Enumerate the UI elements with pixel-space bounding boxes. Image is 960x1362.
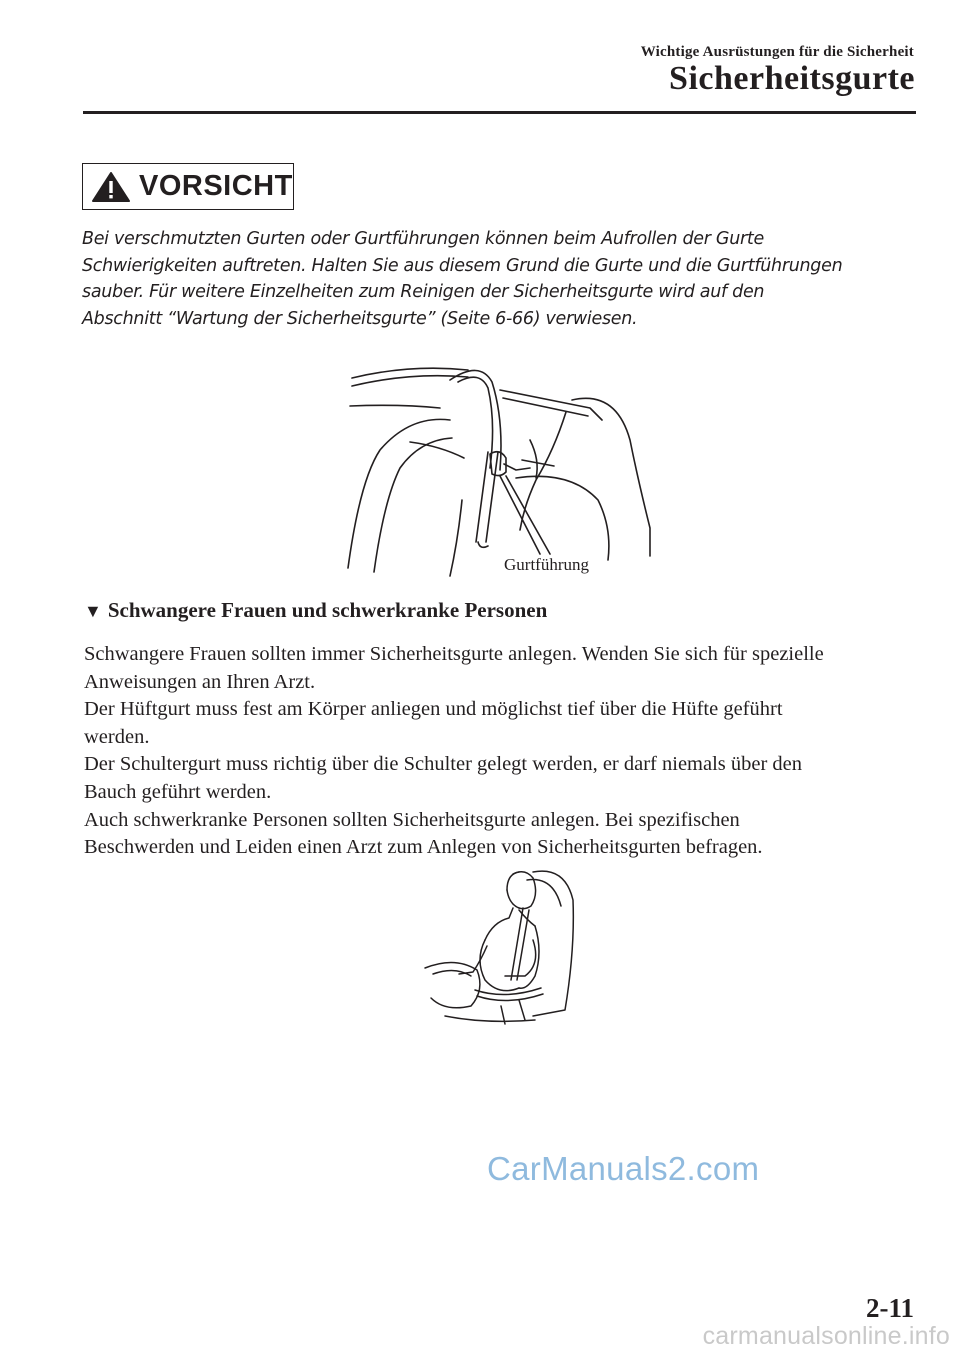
- caution-line: Schwierigkeiten auftreten. Halten Sie aus diesem Grund die Gurte und die Gurtführungen: [82, 255, 843, 276]
- caution-box: [82, 163, 294, 210]
- subsection-heading: [84, 598, 547, 623]
- subsection-body: [84, 641, 904, 862]
- caution-line: sauber. Für weitere Einzelheiten zum Reinigen der Sicherheitsgurte wird auf den: [82, 282, 765, 303]
- body-line: Der Hüftgurt muss fest am Körper anliegen und möglichst tief über die Hüfte geführt: [84, 698, 783, 721]
- section-title: Sicherheitsgurte: [669, 60, 915, 97]
- body-line: Schwangere Frauen sollten immer Sicherheitsgurte anlegen. Wenden Sie sich für spezielle: [84, 643, 824, 665]
- belt-guide-label: Gurtführung: [504, 555, 589, 574]
- caution-line: Abschnitt “Wartung der Sicherheitsgurte” (Seite 6-66) verwiesen.: [82, 309, 638, 330]
- body-line: Beschwerden und Leiden einen Arzt zum Anlegen von Sicherheitsgurten befragen.: [84, 836, 763, 859]
- body-line: werden.: [84, 725, 150, 748]
- body-line: Anweisungen an Ihren Arzt.: [84, 670, 316, 693]
- page-number: 2-11: [865, 1293, 914, 1323]
- seatbelt-guide-illustration: [340, 360, 670, 582]
- body-line: Der Schultergurt muss richtig über die Schulter gelegt werden, er darf niemals über den: [84, 753, 803, 776]
- caution-line: Bei verschmutzten Gurten oder Gurtführungen können beim Aufrollen der Gurte: [82, 229, 764, 249]
- warning-triangle-icon: [91, 171, 131, 203]
- watermark-logo: CarManuals2.com: [487, 1150, 760, 1187]
- subsection-title: Schwangere Frauen und schwerkranke Personen: [107, 598, 548, 622]
- footer-watermark: carmanualsonline.info: [702, 1322, 950, 1350]
- caution-text: [82, 226, 902, 333]
- pregnant-woman-seatbelt-illustration: [415, 860, 590, 1028]
- body-line: Bauch geführt werden.: [84, 780, 272, 803]
- body-line: Auch schwerkranke Personen sollten Sicherheitsgurte anlegen. Bei spezifischen: [84, 808, 740, 831]
- section-subtitle: Wichtige Ausrüstungen für die Sicherheit: [640, 44, 914, 60]
- caution-label: VORSICHT: [139, 170, 293, 202]
- triangle-down-icon: ▼: [84, 601, 102, 621]
- header-rule: [83, 111, 916, 114]
